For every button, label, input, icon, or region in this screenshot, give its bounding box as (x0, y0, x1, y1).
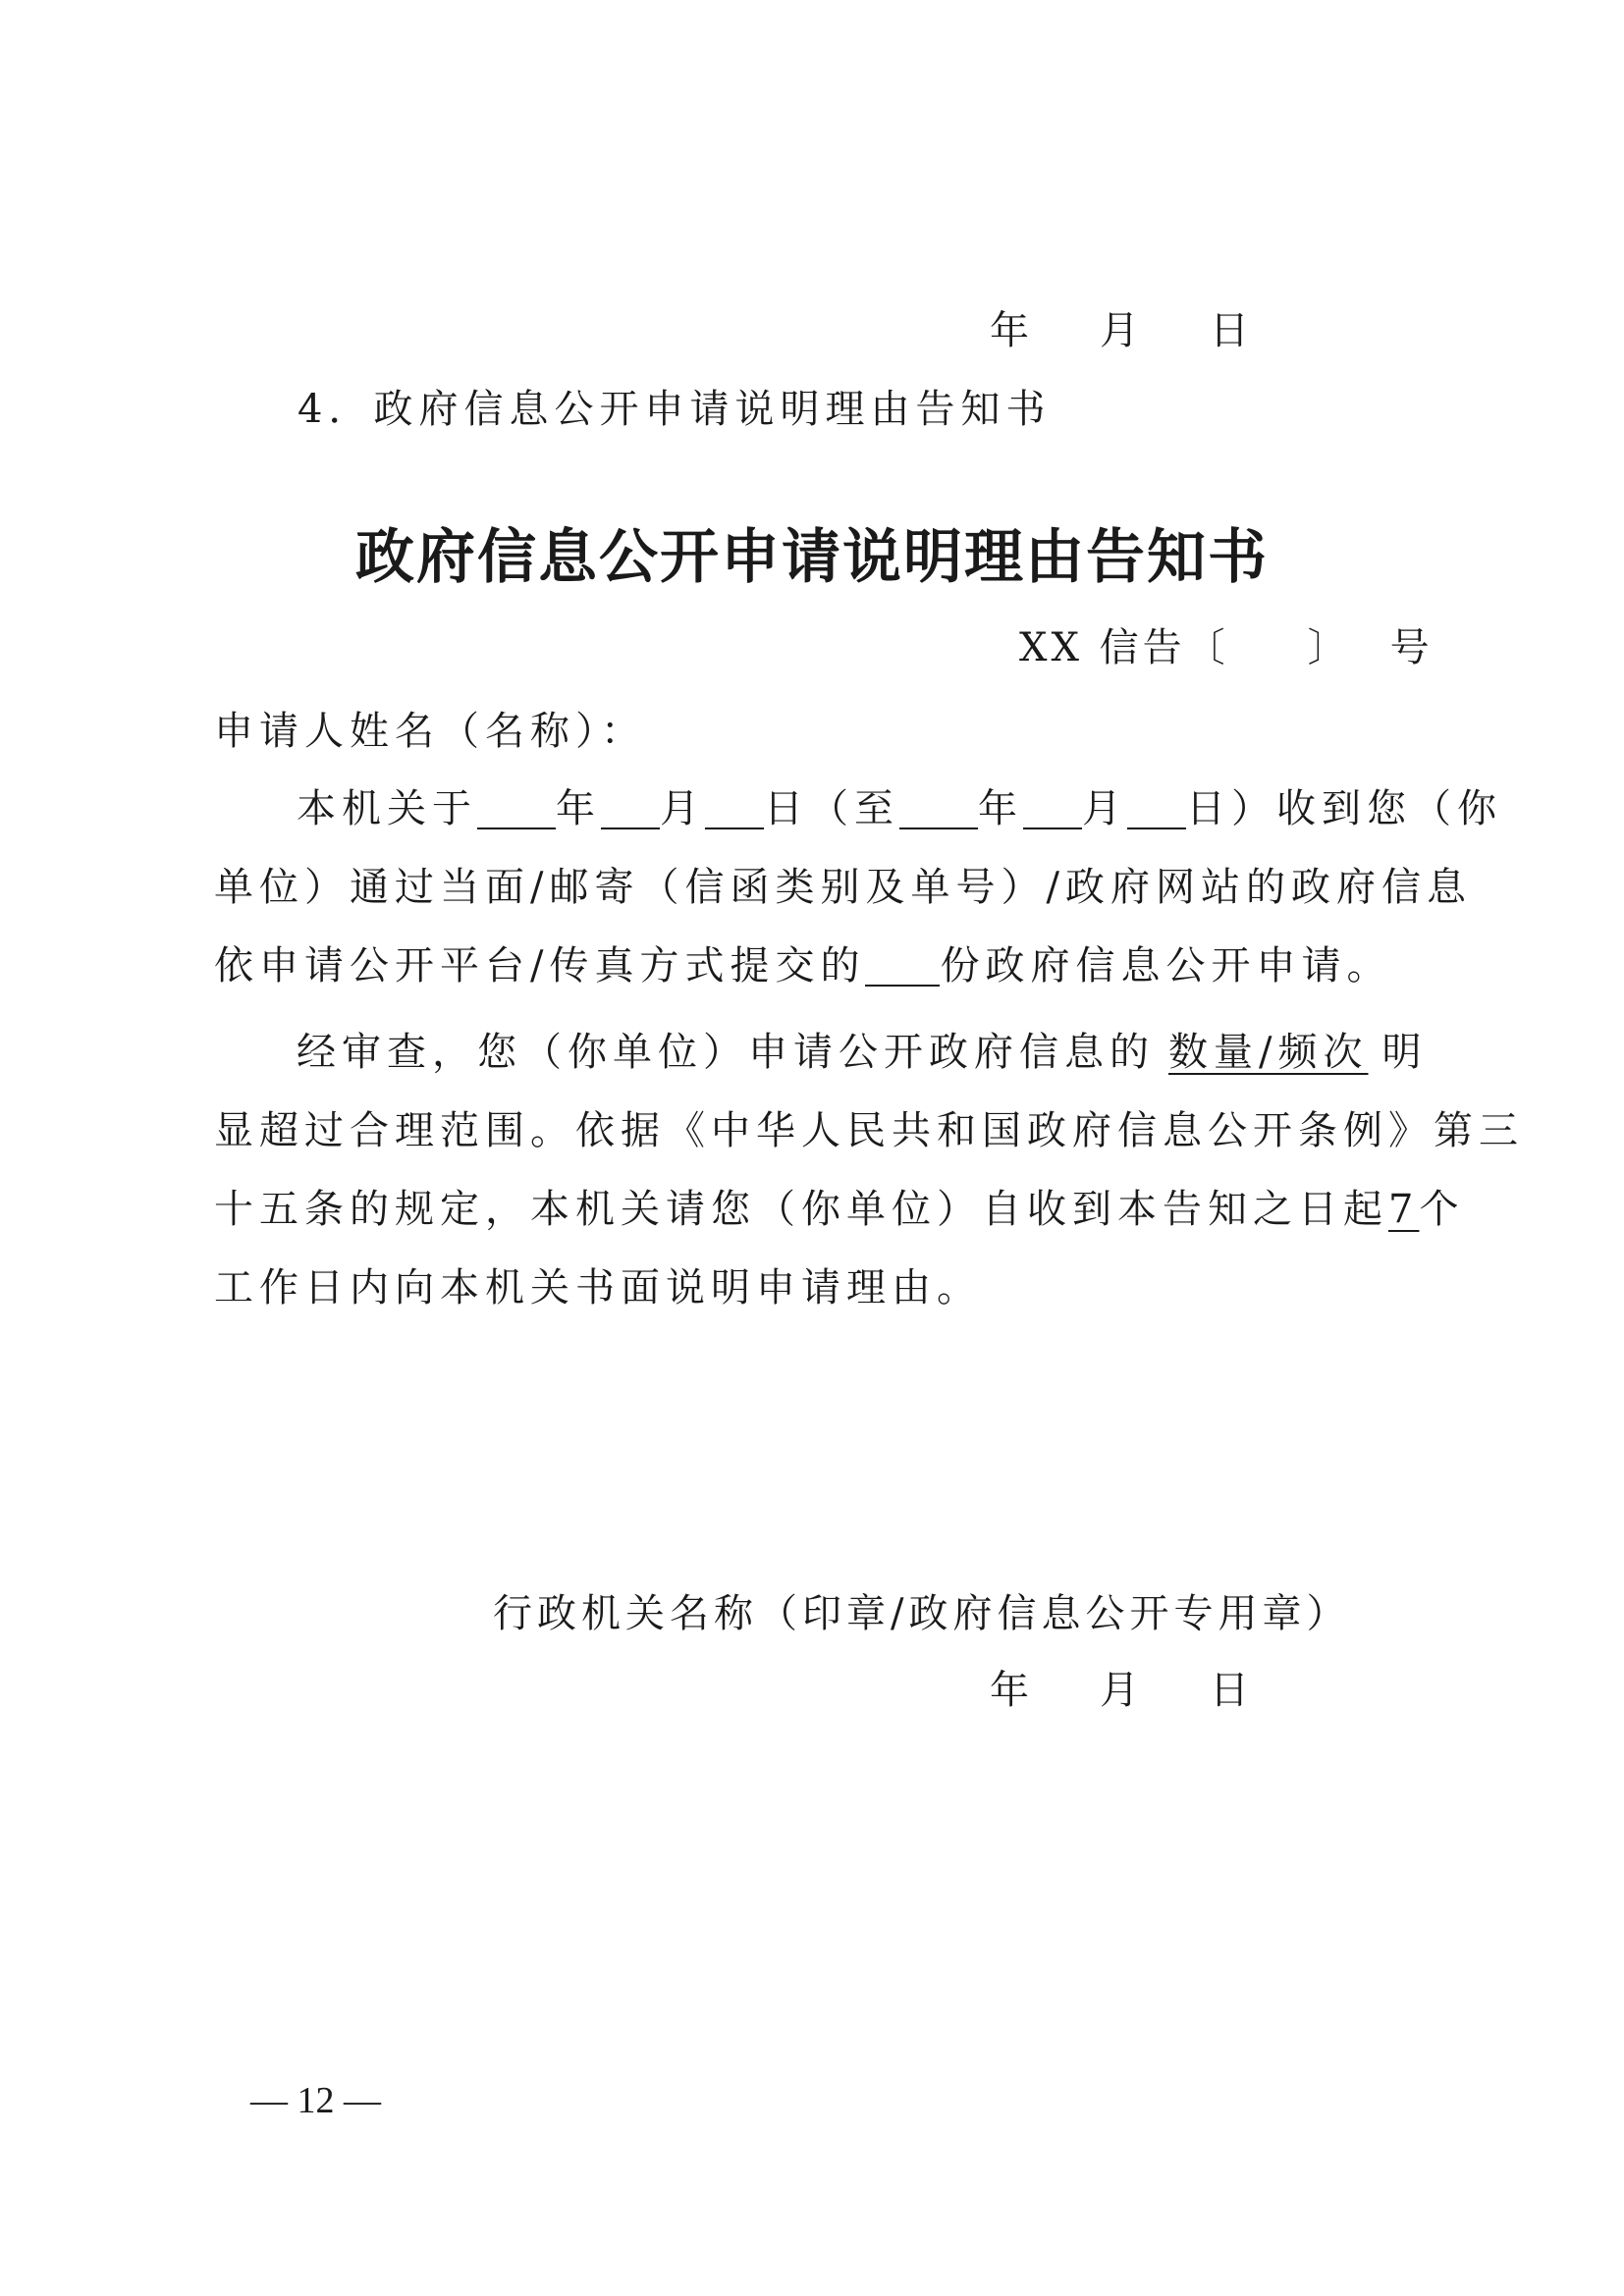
attachment-heading: 4．政府信息公开申请说明理由告知书 (298, 387, 1052, 432)
top-date-month: 月 (1100, 308, 1139, 353)
quantity-frequency: 数量/频次 (1168, 1030, 1369, 1075)
days-number: 7 (1388, 1187, 1420, 1232)
bottom-date-year: 年 (990, 1668, 1029, 1713)
para1-line2: 单位）通过当面/邮寄（信函类别及单号）/政府网站的政府信息 (214, 865, 1472, 910)
doc-number (1019, 616, 1434, 672)
bottom-date-day: 日 (1210, 1668, 1249, 1713)
blank-copies (865, 941, 940, 987)
applicant-label: 申请人姓名（名称）： (214, 709, 646, 754)
doc-number-close: 〕 (1307, 625, 1351, 670)
top-date-day: 日 (1210, 308, 1249, 353)
signature-agency: 行政机关名称（印章/政府信息公开专用章） (493, 1591, 1351, 1636)
para1-line3: 依申请公开平台/传真方式提交的 份政府信息公开申请。 (214, 943, 1392, 988)
para2-line4: 工作日内向本机关书面说明申请理由。 (214, 1265, 982, 1310)
para2-line2: 显超过合理范围。依据《中华人民共和国政府信息公开条例》第三 (214, 1108, 1524, 1153)
blank-month-from (601, 784, 660, 829)
doc-number-prefix: XX 信告〔 (1019, 625, 1229, 670)
blank-year-to (899, 784, 978, 829)
top-date (0, 299, 1624, 358)
para2-line3: 十五条的规定，本机关请您（你单位）自收到本告知之日起7个 (214, 1187, 1465, 1232)
blank-year-from (477, 784, 556, 829)
blank-month-to (1023, 784, 1082, 829)
para1-line1: 本机关于 年 月 日（至 年 月 日）收到您（你 (297, 786, 1502, 831)
para2-line1: 经审查，您（你单位）申请公开政府信息的 数量/频次 明 (297, 1030, 1428, 1075)
blank-day-to (1127, 784, 1186, 829)
top-date-year: 年 (990, 308, 1029, 353)
bottom-date (0, 1659, 1624, 1718)
doc-number-suffix: 号 (1389, 625, 1434, 670)
page-number: — 12 — (250, 2080, 381, 2121)
page-title: 政府信息公开申请说明理由告知书 (355, 523, 1269, 592)
blank-day-from (705, 784, 764, 829)
bottom-date-month: 月 (1100, 1668, 1139, 1713)
